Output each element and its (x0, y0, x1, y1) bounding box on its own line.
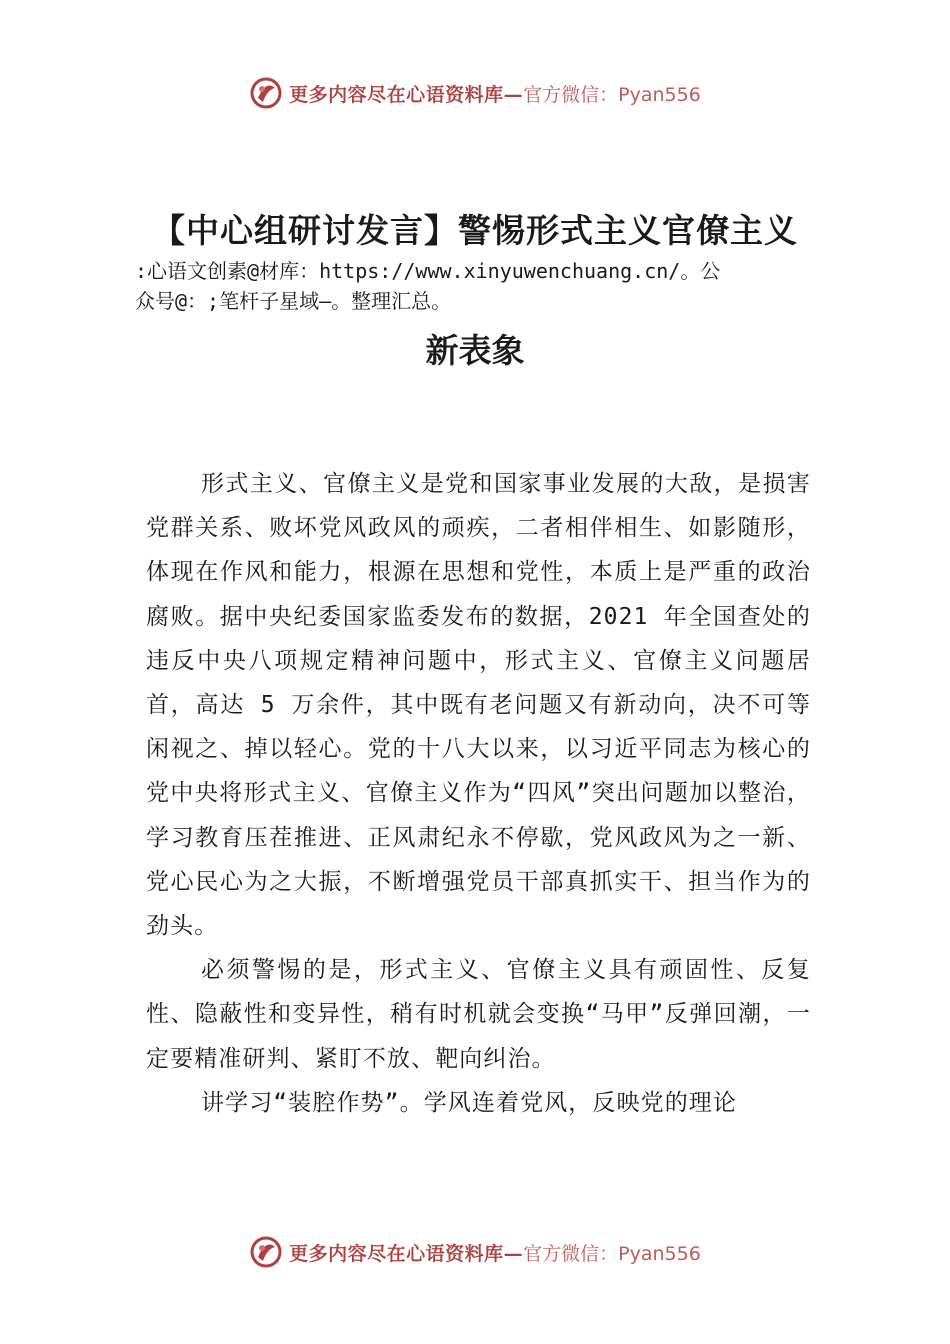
watermark-banner-top (0, 73, 950, 113)
banner-right-text: 官方微信：Pyan556 (523, 1242, 701, 1265)
source-line-2: 众号@：;笔杆子星域—。整理汇总。 (135, 289, 452, 313)
document-title-line1: 【中心组研讨发言】警惕形式主义官僚主义 (152, 211, 798, 250)
watermark-banner-bottom (0, 1232, 950, 1272)
banner-left-text: 更多内容尽在心语资料库— (289, 1242, 524, 1265)
paragraph-1: 形式主义、官僚主义是党和国家事业发展的大敌，是损害党群关系、败坏党风政风的顽疾，二者相伴相生、如影随形，体现在作风和能力，根源在思想和党性，本质上是严重的政治腐败。据中央纪委国家监委发布的数据，2021 年全国查处的违反中央八项规定精神问题中，形式主义、官僚主义问题居首，高达 5 万余件，其中既有老问题又有新动向，决不可等闲视之、掉以轻心。党的十八大以来，以习近平同志为核心的党中央将形式主义、官僚主义作为“四风”突出问题加以整治，学习教育压茬推进、正风肃纪永不停歇，党风政风为之一新、党心民心为之大振，不断增强党员干部真抓实干、担当作为的劲头。 (146, 471, 811, 940)
banner-left-text: 更多内容尽在心语资料库— (289, 83, 524, 106)
source-line-1: :心语文创素@材库：https://www.xinyuwenchuang.cn/。公 (135, 259, 721, 283)
document-body (146, 462, 811, 1125)
logo-icon (249, 1235, 283, 1269)
logo-icon (249, 76, 283, 110)
paragraph-2: 必须警惕的是，形式主义、官僚主义具有顽固性、反复性、隐蔽性和变异性，稍有时机就会变换“马甲”反弹回潮，一定要精准研判、紧盯不放、靶向纠治。 (146, 957, 811, 1072)
banner-right-text: 官方微信：Pyan556 (523, 83, 701, 106)
paragraph-3: 讲学习“装腔作势”。学风连着党风，反映党的理论 (201, 1089, 737, 1116)
document-title-line2: 新表象 (425, 331, 525, 370)
